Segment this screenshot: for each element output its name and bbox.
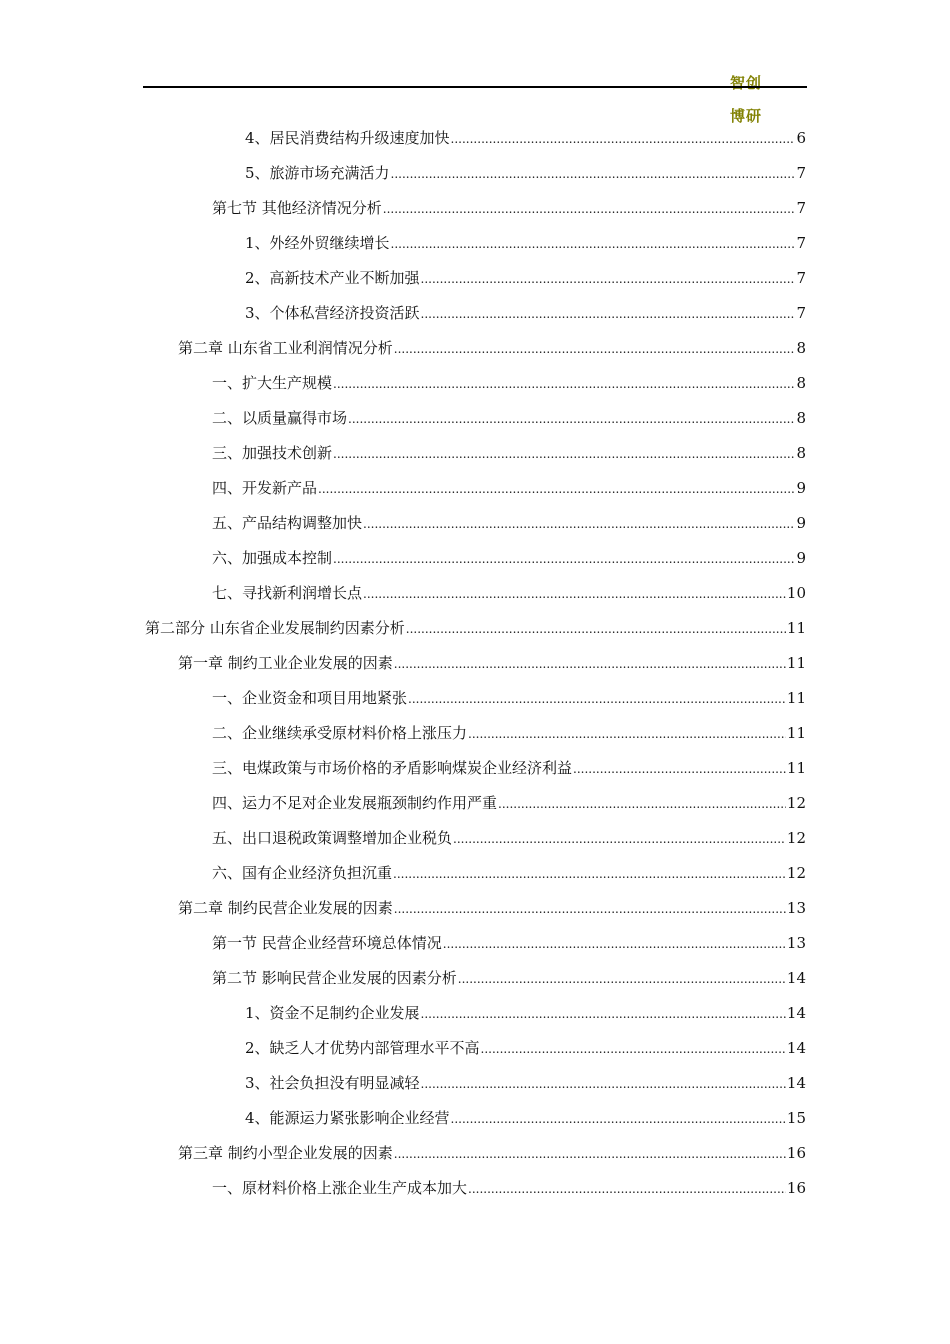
- toc-entry-page-number: 8: [796, 409, 806, 427]
- toc-entry[interactable]: [212, 576, 806, 611]
- toc-entry-label: 第三章 制约小型企业发展的因素: [178, 1144, 393, 1162]
- toc-entry-label: 二、以质量赢得市场: [212, 409, 348, 427]
- toc-entry-label: 3、个体私营经济投资活跃: [245, 304, 420, 322]
- toc-leader-dots: [451, 121, 796, 156]
- toc-entry-page-number: 13: [786, 934, 806, 952]
- toc-entry-page-number: 14: [786, 1074, 806, 1092]
- toc-entry-page-number: 12: [786, 829, 806, 847]
- toc-entry-label: 4、居民消费结构升级速度加快: [245, 129, 450, 147]
- toc-entry-label: 六、国有企业经济负担沉重: [212, 864, 393, 882]
- toc-entry-label: 一、原材料价格上涨企业生产成本加大: [212, 1179, 468, 1197]
- toc-entry-label: 2、缺乏人才优势内部管理水平不高: [245, 1039, 480, 1057]
- toc-entry-page-number: 7: [796, 269, 806, 287]
- toc-leader-dots: [421, 261, 796, 296]
- toc-entry-label: 五、出口退税政策调整增加企业税负: [212, 829, 453, 847]
- toc-entry[interactable]: [178, 646, 806, 681]
- toc-entry[interactable]: [245, 1066, 806, 1101]
- toc-entry-label: 一、企业资金和项目用地紧张: [212, 689, 408, 707]
- toc-entry-label: 六、加强成本控制: [212, 549, 333, 567]
- toc-entry-page-number: 16: [786, 1144, 806, 1162]
- toc-entry-page-number: 11: [786, 619, 806, 637]
- toc-entry[interactable]: [212, 191, 806, 226]
- toc-leader-dots: [573, 751, 786, 786]
- toc-entry-label: 5、旅游市场充满活力: [245, 164, 390, 182]
- toc-leader-dots: [453, 821, 786, 856]
- toc-leader-dots: [348, 401, 795, 436]
- toc-leader-dots: [498, 786, 786, 821]
- toc-entry-label: 第二章 山东省工业利润情况分析: [178, 339, 393, 357]
- toc-entry-page-number: 14: [786, 1039, 806, 1057]
- toc-entry[interactable]: [212, 401, 806, 436]
- toc-entry-label: 二、企业继续承受原材料价格上涨压力: [212, 724, 468, 742]
- toc-leader-dots: [394, 331, 796, 366]
- toc-leader-dots: [421, 1066, 786, 1101]
- toc-entry-page-number: 8: [796, 444, 806, 462]
- toc-entry-page-number: 12: [786, 794, 806, 812]
- toc-entry-page-number: 13: [786, 899, 806, 917]
- toc-entry[interactable]: [212, 716, 806, 751]
- toc-leader-dots: [468, 716, 786, 751]
- toc-entry[interactable]: [245, 261, 806, 296]
- toc-leader-dots: [394, 891, 786, 926]
- toc-entry-page-number: 7: [796, 234, 806, 252]
- toc-entry-page-number: 7: [796, 304, 806, 322]
- toc-leader-dots: [394, 1136, 786, 1171]
- toc-leader-dots: [406, 611, 786, 646]
- toc-leader-dots: [318, 471, 795, 506]
- toc-entry[interactable]: [245, 296, 806, 331]
- brand-logo-line1: 智创: [730, 74, 763, 92]
- toc-entry-label: 第一节 民营企业经营环境总体情况: [212, 934, 442, 952]
- toc-entry-page-number: 8: [796, 339, 806, 357]
- toc-entry[interactable]: [178, 891, 806, 926]
- toc-entry[interactable]: [178, 1136, 806, 1171]
- toc-entry-page-number: 15: [786, 1109, 806, 1127]
- toc-entry[interactable]: [212, 786, 806, 821]
- toc-entry-page-number: 11: [786, 654, 806, 672]
- toc-entry-page-number: 11: [786, 724, 806, 742]
- toc-leader-dots: [408, 681, 786, 716]
- toc-entry[interactable]: [212, 856, 806, 891]
- toc-leader-dots: [451, 1101, 786, 1136]
- toc-entry-label: 1、资金不足制约企业发展: [245, 1004, 420, 1022]
- toc-entry-label: 三、加强技术创新: [212, 444, 333, 462]
- toc-entry[interactable]: [245, 996, 806, 1031]
- brand-logo-line2: 博研: [730, 107, 763, 125]
- toc-leader-dots: [383, 191, 796, 226]
- toc-entry-page-number: 9: [796, 479, 806, 497]
- toc-entry[interactable]: [212, 471, 806, 506]
- toc-entry-label: 第一章 制约工业企业发展的因素: [178, 654, 393, 672]
- toc-entry-page-number: 9: [796, 549, 806, 567]
- toc-entry-label: 三、电煤政策与市场价格的矛盾影响煤炭企业经济利益: [212, 759, 573, 777]
- toc-entry[interactable]: [245, 156, 806, 191]
- toc-leader-dots: [421, 996, 786, 1031]
- toc-entry-label: 七、寻找新利润增长点: [212, 584, 363, 602]
- toc-leader-dots: [333, 436, 795, 471]
- toc-entry-page-number: 8: [796, 374, 806, 392]
- toc-entry-page-number: 7: [796, 199, 806, 217]
- toc-entry[interactable]: [212, 506, 806, 541]
- header-rule: [143, 86, 807, 88]
- toc-leader-dots: [333, 366, 795, 401]
- toc-entry-page-number: 14: [786, 969, 806, 987]
- toc-entry[interactable]: [145, 611, 806, 646]
- toc-leader-dots: [458, 961, 786, 996]
- toc-leader-dots: [333, 541, 795, 576]
- toc-entry[interactable]: [212, 751, 806, 786]
- toc-entry-page-number: 12: [786, 864, 806, 882]
- toc-entry[interactable]: [212, 366, 806, 401]
- toc-entry[interactable]: [212, 436, 806, 471]
- toc-entry-page-number: 10: [786, 584, 806, 602]
- toc-entry[interactable]: [212, 1171, 806, 1206]
- toc-leader-dots: [391, 156, 796, 191]
- toc-entry[interactable]: [178, 331, 806, 366]
- toc-entry-label: 第二部分 山东省企业发展制约因素分析: [145, 619, 405, 637]
- toc-entry-page-number: 9: [796, 514, 806, 532]
- toc-entry[interactable]: [212, 821, 806, 856]
- toc-entry-label: 一、扩大生产规模: [212, 374, 333, 392]
- toc-leader-dots: [363, 506, 795, 541]
- toc-entry[interactable]: [212, 961, 806, 996]
- toc-entry[interactable]: [212, 926, 806, 961]
- toc-entry-page-number: 11: [786, 689, 806, 707]
- toc-entry[interactable]: [212, 681, 806, 716]
- toc-entry-label: 四、运力不足对企业发展瓶颈制约作用严重: [212, 794, 498, 812]
- toc-entry-label: 2、高新技术产业不断加强: [245, 269, 420, 287]
- toc-entry-label: 3、社会负担没有明显减轻: [245, 1074, 420, 1092]
- toc-leader-dots: [421, 296, 796, 331]
- toc-entry-page-number: 14: [786, 1004, 806, 1022]
- toc-entry-label: 4、能源运力紧张影响企业经营: [245, 1109, 450, 1127]
- toc-leader-dots: [393, 856, 786, 891]
- toc-entry-page-number: 6: [796, 129, 806, 147]
- toc-entry-page-number: 7: [796, 164, 806, 182]
- toc-leader-dots: [391, 226, 796, 261]
- toc-entry-label: 第二章 制约民营企业发展的因素: [178, 899, 393, 917]
- toc-entry-label: 第七节 其他经济情况分析: [212, 199, 382, 217]
- toc-entry-label: 第二节 影响民营企业发展的因素分析: [212, 969, 457, 987]
- toc-leader-dots: [481, 1031, 786, 1066]
- toc-entry-label: 五、产品结构调整加快: [212, 514, 363, 532]
- toc-entry[interactable]: [245, 1101, 806, 1136]
- toc-entry-page-number: 16: [786, 1179, 806, 1197]
- toc-entry[interactable]: [245, 121, 806, 156]
- toc-entry[interactable]: [245, 226, 806, 261]
- toc-leader-dots: [443, 926, 786, 961]
- toc-entry[interactable]: [245, 1031, 806, 1066]
- toc-entry-page-number: 11: [786, 759, 806, 777]
- toc-leader-dots: [468, 1171, 786, 1206]
- toc-leader-dots: [363, 576, 786, 611]
- toc-leader-dots: [394, 646, 786, 681]
- toc-entry-label: 四、开发新产品: [212, 479, 318, 497]
- toc-entry-label: 1、外经外贸继续增长: [245, 234, 390, 252]
- toc-entry[interactable]: [212, 541, 806, 576]
